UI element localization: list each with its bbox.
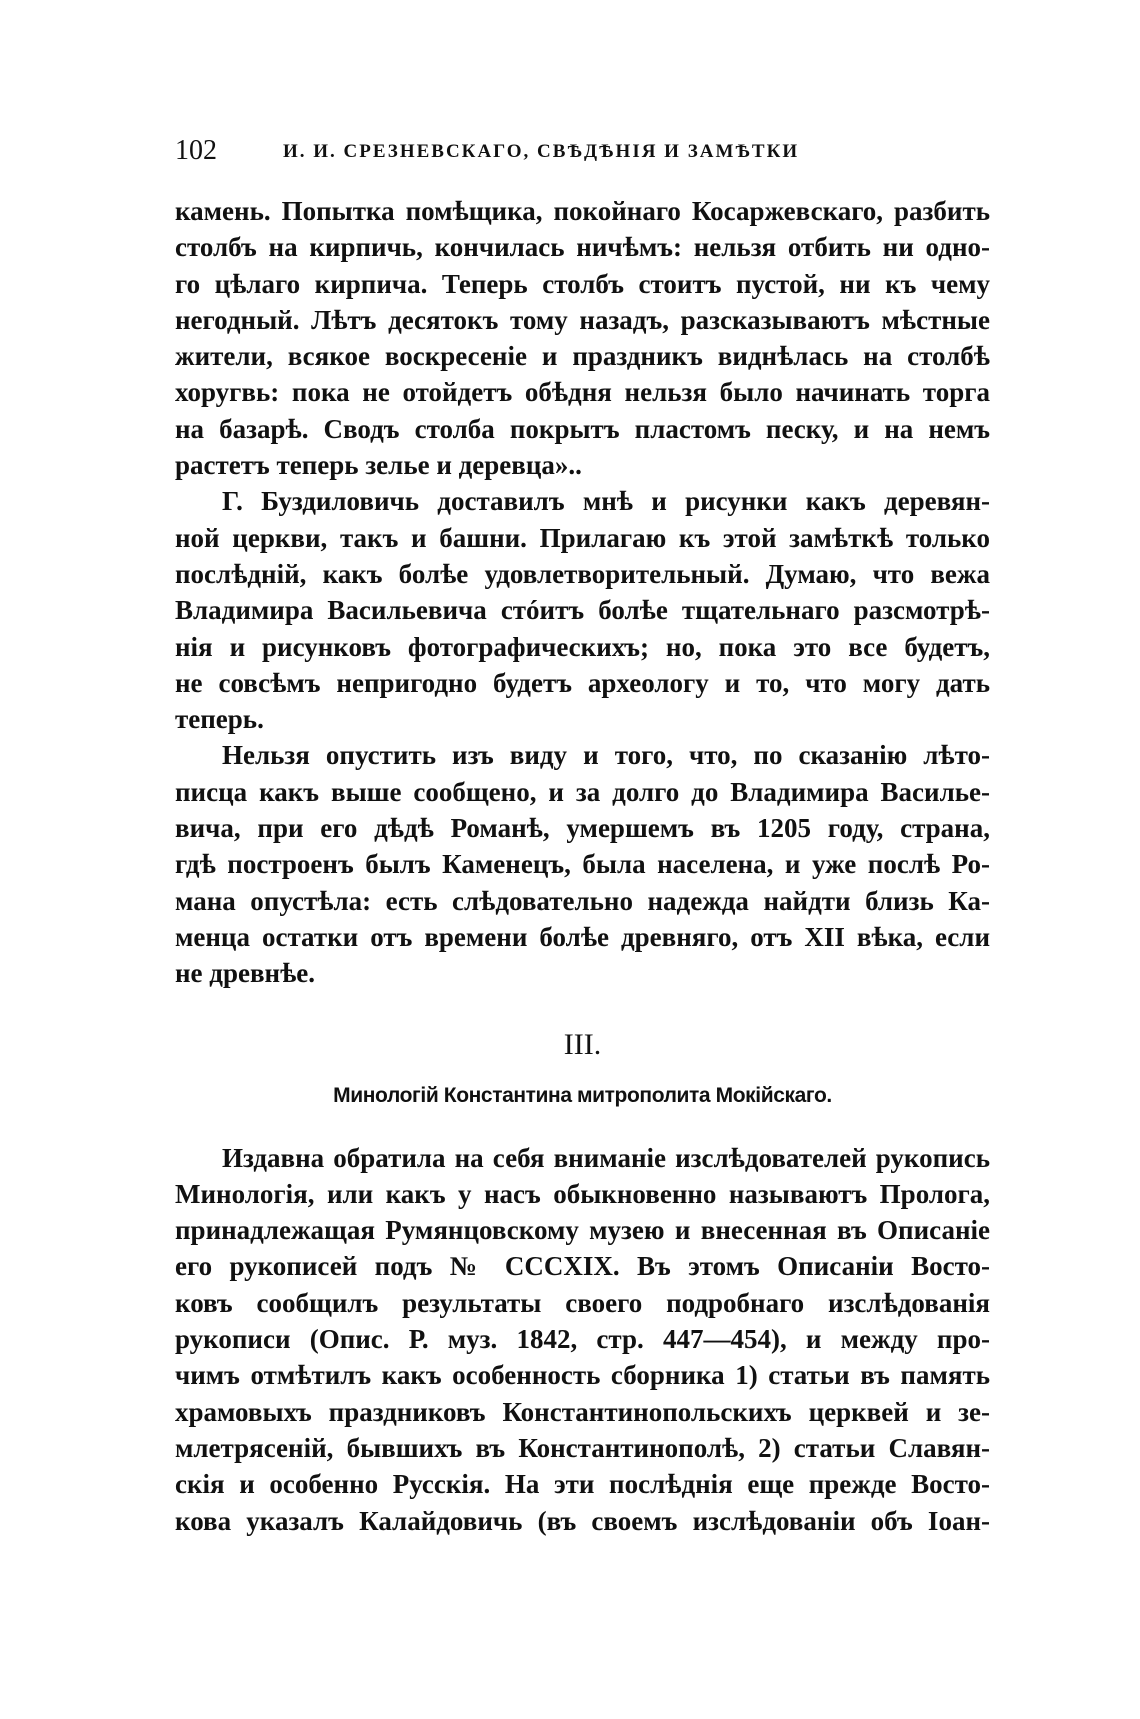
text-line: Издавна обратила на себя вниманіе изслѣдователей рукопись (222, 1142, 990, 1173)
text-line: камень. Попытка помѣщика, покойнаго Косаржевскаго, разбить (175, 196, 990, 226)
text-line: Владимира Васильевича стóитъ болѣе тщательнаго разсмотрѣ- (175, 595, 990, 626)
paragraph-2 (175, 483, 990, 737)
text-line: млетрясеній, бывшихъ въ Константинополѣ, 2) статьи Славян- (175, 1432, 990, 1463)
text-line: принадлежащая Румянцовскому музею и внесенная въ Описаніе (175, 1215, 990, 1246)
text-line: гдѣ построенъ былъ Каменецъ, была населена, и уже послѣ Ро- (175, 849, 990, 880)
text-line: послѣдній, какъ болѣе удовлетворительный. Думаю, что вежа (175, 558, 990, 589)
text-line: не совсѣмъ непригодно будетъ археологу и то, что могу дать (175, 667, 990, 698)
text-line: жители, всякое воскресеніе и праздникъ виднѣлась на столбѣ (175, 341, 990, 372)
text-line: рукописи (Опис. Р. муз. 1842, стр. 447—454), и между про- (175, 1324, 990, 1355)
text-line: хоругвь: пока не отойдетъ обѣдня нельзя было начинать торга (175, 377, 990, 408)
text-line: нія и рисунковъ фотографическихъ; но, пока это все будетъ, (175, 631, 990, 662)
text-line: его рукописей подъ № CCCXIX. Въ этомъ Описаніи Восто- (175, 1251, 990, 1282)
text-line: го цѣлаго кирпича. Теперь столбъ стоитъ пустой, ни къ чему (175, 268, 990, 299)
text-line: чимъ отмѣтилъ какъ особенность сборника 1) статьи въ память (175, 1360, 990, 1391)
text-line: негодный. Лѣтъ десятокъ тому назадъ, разсказываютъ мѣстные (175, 304, 990, 335)
text-line: на базарѣ. Сводъ столба покрытъ пластомъ песку, и на немъ (175, 413, 990, 444)
text-line: Минологія, или какъ у насъ обыкновенно называютъ Пролога, (175, 1178, 990, 1209)
text-line: Г. Буздиловичь доставилъ мнѣ и рисунки какъ деревян- (222, 486, 990, 517)
text-line: не древнѣе. (175, 958, 316, 989)
running-head: И. И. СРЕЗНЕВСКАГО, СВѢДѢНІЯ И ЗАМѢТКИ (283, 141, 800, 162)
text-line: ной церкви, такъ и башни. Прилагаю къ этой замѣткѣ только (175, 522, 990, 553)
paragraph-1 (175, 193, 990, 483)
paragraph-4 (175, 1140, 990, 1539)
text-line: Нельзя опустить изъ виду и того, что, по сказанію лѣто- (222, 740, 990, 771)
text-line: ковъ сообщилъ результаты своего подробнаго изслѣдованія (175, 1287, 990, 1318)
text-line: столбъ на кирпичь, кончилась ничѣмъ: нельзя отбить ни одно- (175, 232, 990, 263)
page-header (175, 135, 990, 171)
section-title: Минологій Константина митрополита Мокійскаго. (333, 1083, 832, 1107)
text-line: кова указалъ Калайдовичь (въ своемъ изслѣдованіи объ Іоан- (175, 1505, 990, 1536)
text-line: писца какъ выше сообщено, и за долго до Владимира Василье- (175, 776, 990, 807)
text-line: скія и особенно Русскія. На эти послѣднія еще прежде Восто- (175, 1469, 990, 1500)
text-line: вича, при его дѣдѣ Романѣ, умершемъ въ 1205 году, страна, (175, 813, 990, 844)
paragraph-3 (175, 737, 990, 991)
text-line: мана опустѣла: есть слѣдовательно надежда найдти близь Ка- (175, 885, 990, 916)
page-number: 102 (175, 135, 217, 166)
book-page (175, 135, 990, 1539)
section-number: III. (563, 1027, 602, 1061)
text-line: менца остатки отъ времени болѣе древняго, отъ XII вѣка, если (175, 921, 990, 952)
text-line: теперь. (175, 704, 264, 735)
text-line: храмовыхъ праздниковъ Константинопольскихъ церквей и зе- (175, 1396, 990, 1427)
text-line: растетъ теперь зелье и деревца».. (175, 450, 582, 481)
